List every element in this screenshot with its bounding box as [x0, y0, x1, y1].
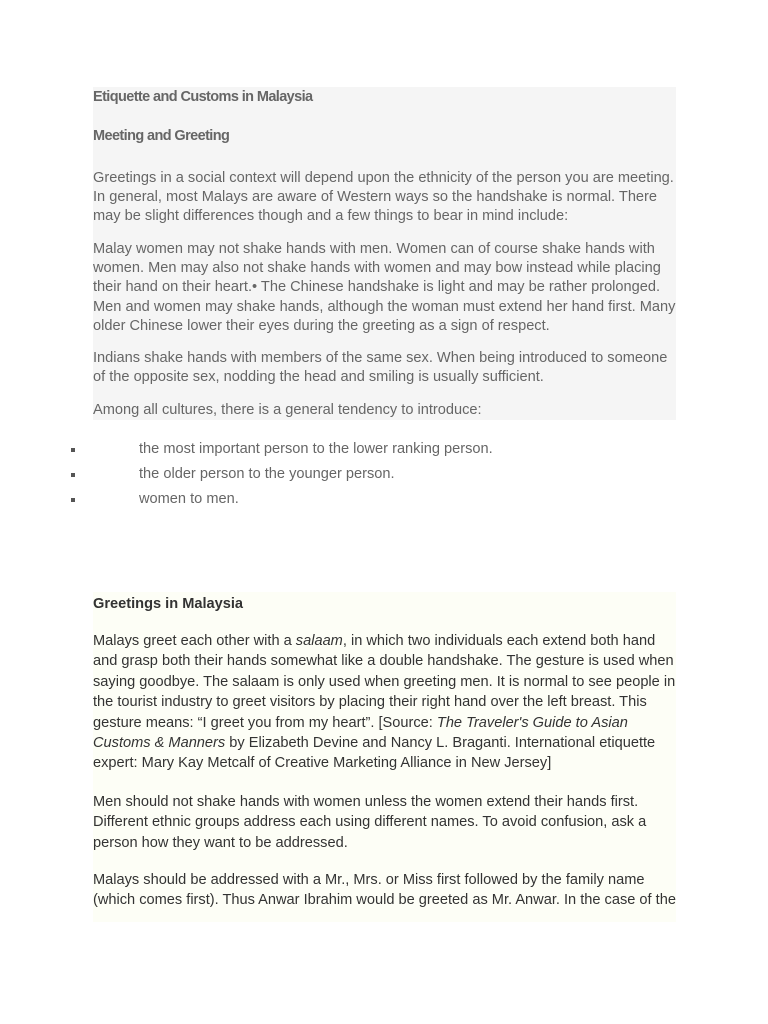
page-title: Etiquette and Customs in Malaysia: [93, 89, 313, 105]
paragraph-indians: Indians shake hands with members of the same sex. When being introduced to someone of the opposite sex, nodding the head and smiling is usually sufficient.: [93, 350, 668, 386]
section-heading-greetings: Greetings in Malaysia: [93, 596, 244, 612]
bullet-icon: [71, 448, 75, 452]
book-title: The Traveler's Guide to Asian Customs & Manners: [93, 714, 628, 752]
emphasis-salaam: salaam: [295, 633, 343, 649]
bullet-icon: [71, 498, 75, 502]
paragraph-text: Malays greet each other with a: [93, 633, 296, 649]
paragraph-malay-women: Malay women may not shake hands with men. Women can of course shake hands with women. Men may also not shake hands with women and may bow instead while placing their hand on their heart.• The Chinese handshake is light and may be rather prolonged. Men and women may shake hands, although the woman must extend her hand first. Many older Chinese lower their eyes during the greeting as a sign of respect.: [93, 241, 676, 334]
list-item-text: the older person to the younger person.: [139, 466, 395, 482]
list-item-text: women to men.: [139, 491, 239, 507]
paragraph-addressing: Malays should be addressed with a Mr., Mrs. or Miss first followed by the family name (which comes first). Thus Anwar Ibrahim would be greeted as Mr. Anwar. In the case of the: [93, 872, 676, 909]
paragraph-introduce: Among all cultures, there is a general tendency to introduce:: [93, 402, 482, 418]
paragraph-men-handshake: Men should not shake hands with women unless the women extend their hands first. Different ethnic groups address each using different names. To avoid confusion, ask a person how they want to be addressed.: [93, 794, 647, 851]
list-item-text: the most important person to the lower ranking person.: [139, 441, 493, 457]
section-heading-meeting: Meeting and Greeting: [93, 128, 230, 144]
paragraph-greetings-context: Greetings in a social context will depend upon the ethnicity of the person you are meeting. In general, most Malays are aware of Western ways so the handshake is normal. There may be slight differences though and a few things to bear in mind include:: [93, 170, 674, 225]
paragraph-salaam: [93, 631, 677, 774]
paragraph-text: by Elizabeth Devine and Nancy L. Braganti. International etiquette expert: Mary Kay Metcalf of Creative Marketing Alliance in New Jersey]: [93, 735, 656, 772]
bullet-icon: [71, 473, 75, 477]
paragraph-text: , in which two individuals each extend both hand and grasp both their hands somewhat like a double handshake. The gesture is used when saying goodbye. The salaam is only used when greeting men. It is normal to see people in the tourist industry to greet visitors by placing their right hand over the left breast. This gesture means: “I greet you from my heart”. [Source:: [93, 633, 676, 731]
